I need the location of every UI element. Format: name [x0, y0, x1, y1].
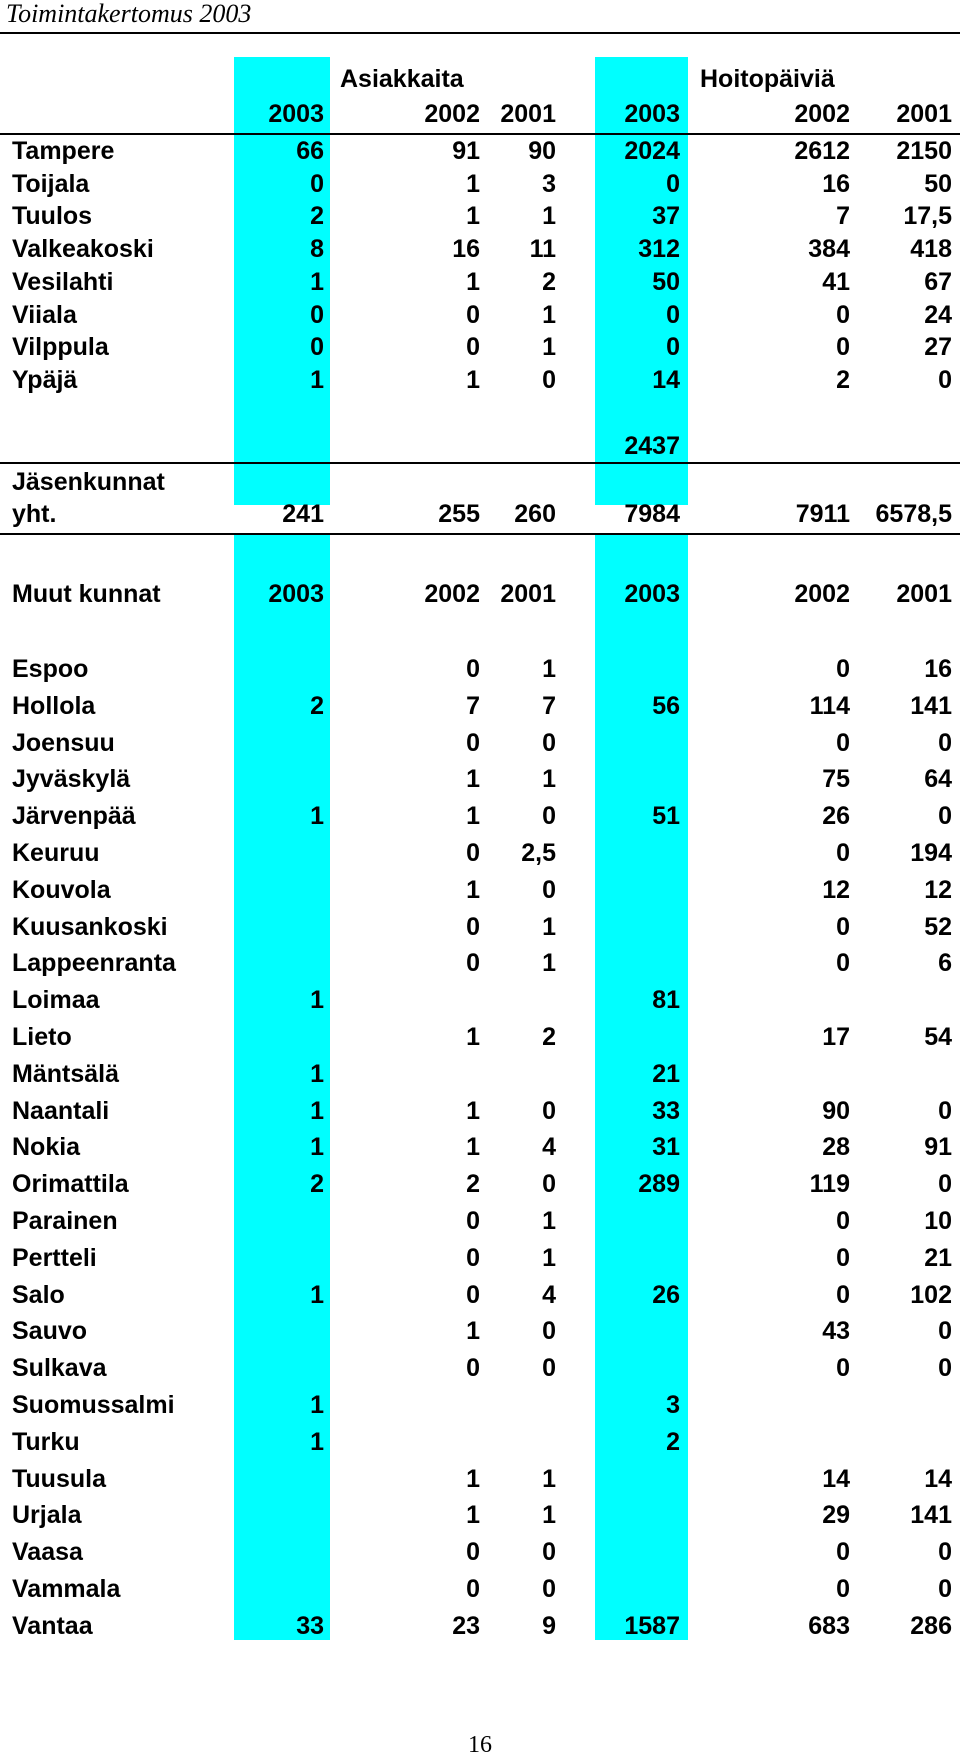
table-cell: 14	[924, 1464, 952, 1493]
table-cell: 14	[652, 365, 680, 394]
table-cell: 0	[666, 300, 680, 329]
table-row	[0, 1240, 960, 1276]
year-header: 2002	[794, 100, 850, 128]
total-label-line2: yht.	[12, 500, 57, 528]
table-cell: 2	[466, 1170, 480, 1199]
table-row	[0, 1129, 960, 1165]
table-cell: 384	[808, 235, 850, 264]
table-cell: 1	[466, 267, 480, 296]
table-cell: 64	[924, 765, 952, 794]
year-header: 2003	[624, 100, 680, 128]
table-cell: 2	[836, 365, 850, 394]
table-cell: 4	[542, 1280, 556, 1309]
table-cell: 1	[466, 365, 480, 394]
table-cell: 2	[310, 202, 324, 231]
total-value: 6578,5	[875, 500, 952, 528]
table-cell: 1	[466, 875, 480, 904]
table-cell: 0	[542, 802, 556, 831]
municipality-name: Kuusankoski	[12, 912, 168, 941]
total-value: 7984	[624, 500, 680, 528]
table-row	[0, 1387, 960, 1423]
table-row	[0, 1313, 960, 1349]
table-cell: 1	[310, 1427, 324, 1456]
table-cell: 3	[542, 169, 556, 198]
table-cell: 1	[542, 1501, 556, 1530]
table-row	[0, 651, 960, 687]
municipality-name: Vesilahti	[12, 267, 114, 296]
table-row	[0, 982, 960, 1018]
table-cell: 29	[822, 1501, 850, 1530]
table-row	[0, 1461, 960, 1497]
table-cell: 2	[542, 1023, 556, 1051]
year-header: 2002	[424, 580, 480, 608]
table-cell: 0	[542, 875, 556, 904]
total-row	[0, 496, 960, 532]
table-row	[0, 1424, 960, 1460]
municipality-name: Viiala	[12, 300, 77, 329]
table-cell: 1	[466, 1501, 480, 1530]
subtotal-value: 2437	[624, 432, 680, 460]
municipality-name: Kouvola	[12, 875, 111, 904]
table-cell: 50	[652, 267, 680, 296]
table-cell: 0	[466, 1243, 480, 1272]
table-cell: 0	[466, 1354, 480, 1383]
table-cell: 23	[452, 1611, 480, 1640]
table-cell: 0	[836, 728, 850, 757]
table-row	[0, 688, 960, 724]
table-cell: 0	[466, 1575, 480, 1603]
table-row	[0, 1608, 960, 1644]
table-cell: 1	[466, 1133, 480, 1162]
table-row	[0, 1056, 960, 1092]
table-cell: 0	[466, 728, 480, 757]
table-cell: 1	[542, 1207, 556, 1235]
table-row	[0, 798, 960, 834]
year-header: 2002	[424, 100, 480, 128]
table-cell: 31	[652, 1133, 680, 1162]
table-cell: 1	[542, 333, 556, 362]
table-cell: 16	[924, 655, 952, 683]
table-cell: 1	[466, 802, 480, 831]
table-cell: 0	[836, 949, 850, 978]
table-cell: 8	[310, 235, 324, 264]
municipality-name: Järvenpää	[12, 802, 136, 831]
year-header: 2003	[268, 100, 324, 128]
table-cell: 0	[836, 912, 850, 941]
table-cell: 17	[822, 1023, 850, 1051]
table-cell: 1	[310, 1133, 324, 1162]
table-row	[0, 1203, 960, 1239]
table-cell: 0	[938, 1354, 952, 1383]
table-cell: 11	[529, 235, 556, 264]
page-number: 16	[468, 1732, 492, 1758]
table-row	[0, 761, 960, 797]
table-cell: 2,5	[521, 839, 556, 867]
municipality-name: Vammala	[12, 1575, 121, 1603]
table-cell: 194	[910, 839, 952, 867]
table-cell: 114	[809, 691, 850, 720]
table-cell: 102	[910, 1280, 952, 1309]
table-cell: 0	[938, 1096, 952, 1125]
table-cell: 1	[310, 1059, 324, 1088]
table-cell: 0	[836, 300, 850, 329]
table-cell: 1	[466, 202, 480, 231]
table-row	[0, 945, 960, 981]
table-cell: 41	[822, 267, 850, 296]
table-cell: 1	[466, 1464, 480, 1493]
table-row	[0, 198, 960, 234]
year-header: 2001	[896, 580, 952, 608]
table-cell: 0	[836, 1354, 850, 1383]
municipality-name: Vaasa	[12, 1538, 83, 1567]
municipality-name: Keuruu	[12, 839, 100, 867]
table-cell: 21	[924, 1243, 952, 1272]
municipality-name: Tampere	[12, 137, 115, 165]
table-cell: 0	[938, 365, 952, 394]
table-cell: 1	[542, 912, 556, 941]
municipality-name: Pertteli	[12, 1243, 97, 1272]
table-cell: 56	[652, 691, 680, 720]
table-row	[0, 725, 960, 761]
municipality-name: Turku	[12, 1427, 80, 1456]
table-cell: 0	[542, 365, 556, 394]
table-cell: 141	[910, 1501, 952, 1530]
table-cell: 1	[310, 267, 324, 296]
table-cell: 1	[542, 949, 556, 978]
table-cell: 0	[466, 1207, 480, 1235]
table-cell: 141	[910, 691, 952, 720]
municipality-name: Joensuu	[12, 728, 115, 757]
table-row	[0, 1166, 960, 1202]
municipality-name: Ypäjä	[12, 365, 78, 394]
table-cell: 1	[466, 1023, 480, 1051]
table-cell: 0	[938, 1317, 952, 1346]
table-cell: 0	[938, 1170, 952, 1199]
year-header: 2003	[268, 580, 324, 608]
year-header: 2001	[500, 100, 556, 128]
table-cell: 75	[822, 765, 850, 794]
table-cell: 0	[836, 1575, 850, 1603]
table-cell: 1	[310, 1280, 324, 1309]
municipality-name: Sulkava	[12, 1354, 107, 1383]
table-cell: 33	[652, 1096, 680, 1125]
table-cell: 26	[652, 1280, 680, 1309]
table-cell: 7	[542, 691, 556, 720]
table-cell: 1	[542, 1464, 556, 1493]
table-cell: 0	[666, 333, 680, 362]
table-cell: 1	[310, 986, 324, 1015]
table-cell: 66	[296, 137, 324, 165]
table-cell: 26	[822, 802, 850, 831]
table-cell: 1	[466, 1096, 480, 1125]
table-cell: 1	[542, 1243, 556, 1272]
table-cell: 0	[836, 655, 850, 683]
table-cell: 0	[542, 1575, 556, 1603]
table-row	[0, 1277, 960, 1313]
table-cell: 9	[542, 1611, 556, 1640]
table-cell: 43	[822, 1317, 850, 1346]
table-cell: 51	[652, 802, 680, 831]
total-value: 255	[438, 500, 480, 528]
total-value: 7911	[795, 500, 850, 528]
table-cell: 4	[542, 1133, 556, 1162]
table-cell: 0	[836, 1243, 850, 1272]
table-cell: 2612	[794, 137, 850, 165]
table-row	[0, 909, 960, 945]
table-cell: 2	[666, 1427, 680, 1456]
table-cell: 0	[466, 839, 480, 867]
table-cell: 81	[652, 986, 680, 1015]
total-label-line1: Jäsenkunnat	[12, 468, 165, 496]
table-cell: 0	[466, 1280, 480, 1309]
table-cell: 1	[310, 1096, 324, 1125]
table-cell: 418	[910, 235, 952, 264]
table-cell: 119	[809, 1170, 850, 1199]
table-row	[0, 133, 960, 169]
table-cell: 6	[938, 949, 952, 978]
table-cell: 91	[452, 137, 480, 165]
table-cell: 24	[924, 300, 952, 329]
table-cell: 0	[466, 949, 480, 978]
total-value: 260	[514, 500, 556, 528]
table-cell: 0	[542, 1096, 556, 1125]
table-cell: 91	[924, 1133, 952, 1162]
table-cell: 1	[466, 765, 480, 794]
table-cell: 0	[836, 1280, 850, 1309]
table-cell: 0	[938, 802, 952, 831]
table-cell: 12	[924, 875, 952, 904]
table-cell: 0	[542, 1354, 556, 1383]
table-cell: 0	[836, 839, 850, 867]
table-cell: 10	[924, 1207, 952, 1235]
municipality-name: Mäntsälä	[12, 1059, 119, 1088]
year-header: 2001	[896, 100, 952, 128]
year-header: 2003	[624, 580, 680, 608]
table-cell: 17,5	[903, 202, 952, 231]
municipality-name: Valkeakoski	[12, 235, 154, 264]
table-row	[0, 1350, 960, 1386]
table-cell: 33	[296, 1611, 324, 1640]
table-cell: 16	[822, 169, 850, 198]
table-cell: 0	[938, 728, 952, 757]
table-row	[0, 1534, 960, 1570]
table-cell: 0	[666, 169, 680, 198]
table-cell: 0	[938, 1575, 952, 1603]
table-cell: 67	[924, 267, 952, 296]
table-cell: 0	[542, 1538, 556, 1567]
table-cell: 90	[528, 137, 556, 165]
table-row	[0, 1093, 960, 1129]
table-cell: 1	[310, 1391, 324, 1419]
municipality-name: Lappeenranta	[12, 949, 176, 978]
municipality-name: Parainen	[12, 1207, 118, 1235]
other-municipalities-header-row	[0, 576, 960, 612]
municipality-name: Naantali	[12, 1096, 110, 1125]
total-divider	[0, 533, 960, 535]
table-cell: 1	[542, 300, 556, 329]
table-cell: 2	[310, 1170, 324, 1199]
table-cell: 52	[924, 912, 952, 941]
municipality-name: Tuusula	[12, 1464, 106, 1493]
table-row	[0, 362, 960, 398]
table-cell: 0	[542, 1317, 556, 1346]
table-cell: 0	[466, 912, 480, 941]
municipality-name: Lieto	[12, 1023, 72, 1051]
table-cell: 1	[466, 169, 480, 198]
municipality-name: Tuulos	[12, 202, 93, 231]
municipality-name: Nokia	[12, 1133, 81, 1162]
table-cell: 0	[836, 1207, 850, 1235]
table-cell: 21	[652, 1059, 680, 1088]
table-cell: 312	[638, 235, 680, 264]
group-header-customers: Asiakkaita	[340, 65, 464, 93]
municipality-name: Jyväskylä	[12, 765, 131, 794]
table-cell: 0	[466, 1538, 480, 1567]
table-cell: 0	[938, 1538, 952, 1567]
subtotal-row	[0, 428, 960, 464]
table-cell: 2024	[624, 137, 680, 165]
header-divider	[0, 32, 960, 34]
table-cell: 7	[836, 202, 850, 231]
year-header: 2001	[500, 580, 556, 608]
table-cell: 28	[822, 1133, 850, 1162]
table-cell: 7	[466, 691, 480, 720]
table-cell: 0	[836, 1538, 850, 1567]
table-cell: 0	[310, 169, 324, 198]
table-cell: 27	[924, 333, 952, 362]
table-cell: 1	[310, 365, 324, 394]
municipality-name: Suomussalmi	[12, 1391, 175, 1419]
municipality-name: Vilppula	[12, 333, 109, 362]
table-cell: 0	[836, 333, 850, 362]
table-cell: 286	[910, 1611, 952, 1640]
table-cell: 0	[310, 300, 324, 329]
table-row	[0, 297, 960, 333]
table-cell: 0	[466, 333, 480, 362]
group-header-care-days: Hoitopäiviä	[700, 65, 835, 93]
municipality-name: Espoo	[12, 655, 89, 683]
municipality-name: Salo	[12, 1280, 65, 1309]
table-row	[0, 264, 960, 300]
municipality-name: Loimaa	[12, 986, 100, 1015]
year-header-row	[0, 96, 960, 132]
year-header: 2002	[794, 580, 850, 608]
municipality-name: Vantaa	[12, 1611, 93, 1640]
table-cell: 0	[310, 333, 324, 362]
other-municipalities-label: Muut kunnat	[12, 580, 161, 608]
table-cell: 37	[652, 202, 680, 231]
table-row	[0, 1019, 960, 1055]
table-cell: 0	[466, 300, 480, 329]
table-cell: 1	[310, 802, 324, 831]
table-row	[0, 231, 960, 267]
table-cell: 2150	[896, 137, 952, 165]
table-cell: 12	[822, 875, 850, 904]
municipality-name: Hollola	[12, 691, 96, 720]
municipality-name: Sauvo	[12, 1317, 88, 1346]
table-cell: 3	[666, 1391, 680, 1419]
table-cell: 683	[808, 1611, 850, 1640]
table-row	[0, 1571, 960, 1607]
table-row	[0, 1497, 960, 1533]
total-label-row	[0, 464, 960, 500]
table-cell: 1	[466, 1317, 480, 1346]
table-cell: 1	[542, 765, 556, 794]
table-row	[0, 872, 960, 908]
municipality-name: Toijala	[12, 169, 90, 198]
table-cell: 0	[466, 655, 480, 683]
table-cell: 1587	[624, 1611, 680, 1640]
table-row	[0, 329, 960, 365]
table-row	[0, 835, 960, 871]
municipality-name: Orimattila	[12, 1170, 129, 1199]
table-cell: 90	[822, 1096, 850, 1125]
table-cell: 14	[822, 1464, 850, 1493]
table-cell: 1	[542, 202, 556, 231]
table-row	[0, 166, 960, 202]
table-cell: 0	[542, 728, 556, 757]
municipality-name: Urjala	[12, 1501, 82, 1530]
table-cell: 0	[542, 1170, 556, 1199]
table-cell: 2	[542, 267, 556, 296]
page-header-title: Toimintakertomus 2003	[6, 0, 252, 28]
table-cell: 16	[452, 235, 480, 264]
total-value: 241	[282, 500, 324, 528]
table-cell: 1	[542, 655, 556, 683]
table-cell: 50	[924, 169, 952, 198]
table-cell: 2	[310, 691, 324, 720]
table-cell: 289	[638, 1170, 680, 1199]
table-cell: 54	[924, 1023, 952, 1051]
